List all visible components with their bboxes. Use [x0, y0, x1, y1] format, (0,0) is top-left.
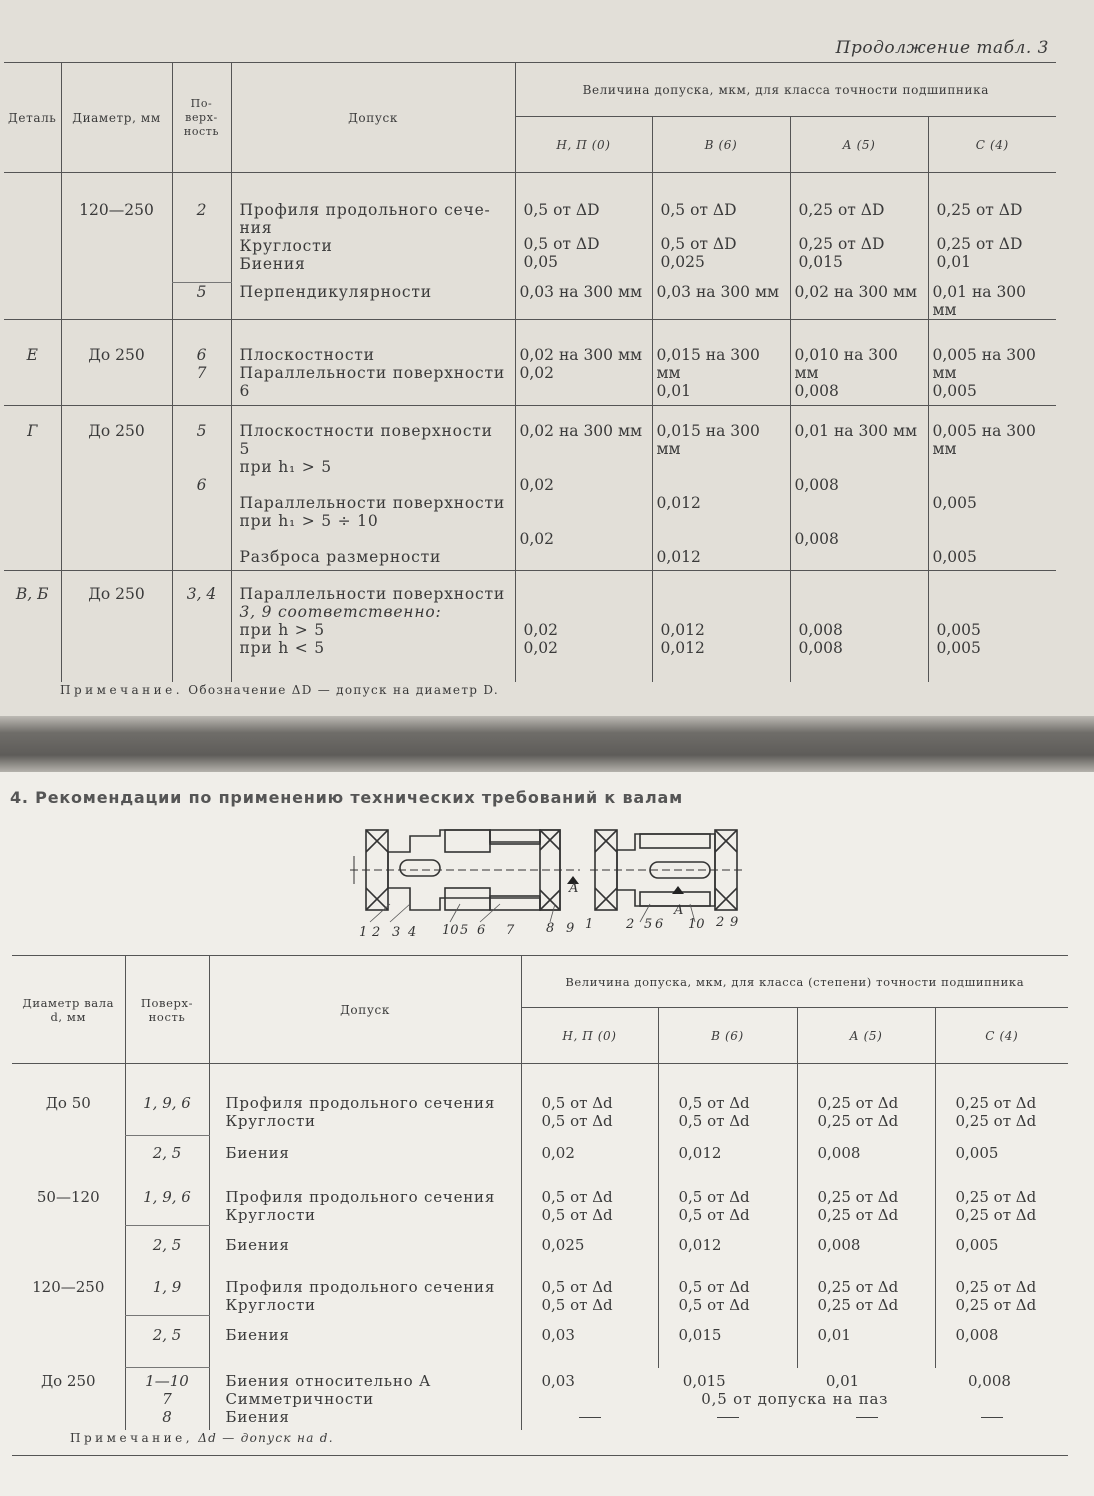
tolerance-line: Круглости [225, 1205, 316, 1224]
value-line: 0,02 [519, 475, 555, 494]
surface-line: 8 [162, 1408, 172, 1426]
tolerance-line: Профиля продольного сечения [225, 1187, 496, 1206]
header-class-6: В (6) [652, 117, 790, 173]
table-3 [4, 62, 1056, 682]
cell-value: 0,015 [658, 1316, 797, 1368]
value-line: 0,25 от Δd [817, 1277, 899, 1296]
header-detail: Деталь [4, 63, 61, 173]
tolerance-line: Профиля продольного сече- [239, 201, 491, 219]
header-tolerance: Допуск [231, 63, 515, 173]
dash [717, 1417, 739, 1418]
value-line: 0,008 [794, 381, 839, 400]
dash-row [522, 1408, 1069, 1426]
value-line: 0,02 [519, 529, 555, 548]
value-line: 0,010 на 300 мм [794, 345, 898, 382]
header-group: Величина допуска, мкм, для класса точности подшипника [515, 63, 1056, 117]
figure-label: A [674, 903, 684, 918]
value-line: 0,02 на 300 мм [519, 345, 643, 364]
value-line: 0,5 от ΔD [523, 201, 600, 219]
cell-value [790, 405, 928, 570]
value-line: 0,5 от Δd [678, 1277, 750, 1296]
dash [856, 1417, 878, 1418]
figure-label: 2 [372, 925, 381, 940]
value-line: 0,02 [523, 638, 559, 657]
value-line: 0,5 от ΔD [660, 201, 737, 219]
cell-value [652, 319, 790, 405]
bottom-rule [12, 1455, 1068, 1456]
cell-values-merged [521, 1368, 1068, 1430]
cell-value [790, 570, 928, 682]
value-line: 0,25 от Δd [955, 1094, 1037, 1112]
tolerance-line: Профиля продольного сечения [225, 1277, 496, 1296]
figure-label: 9 [730, 915, 739, 930]
cell-value [935, 1188, 1068, 1226]
cell-surface: 3, 4 [172, 570, 231, 682]
value-line: 0,25 от Δd [955, 1112, 1037, 1130]
tolerance-line: Плоскостности поверхности 5 [239, 421, 493, 458]
value-line: 0,005 [932, 547, 977, 566]
figure-label: 4 [408, 925, 417, 940]
value-line: 0,005 [936, 620, 981, 639]
cell-value: 0,005 [935, 1136, 1068, 1188]
cell-value: 0,008 [797, 1136, 935, 1188]
header-class-0: Н, П (0) [521, 1008, 658, 1064]
tolerance-line: Симметричности [225, 1389, 374, 1408]
surface-line: 7 [162, 1390, 172, 1408]
cell-value: 0,02 [521, 1136, 658, 1188]
value-line: 0,25 от Δd [817, 1094, 899, 1112]
value-line: 0,015 [798, 253, 843, 271]
cell-surface [172, 405, 231, 570]
cell-value: 0,01 [797, 1316, 935, 1368]
value-line: 0,008 [794, 475, 839, 494]
tolerance-line: Круглости [225, 1295, 316, 1314]
tolerance-line: Параллельности поверхности 6 [239, 363, 506, 400]
cell-value [928, 570, 1056, 682]
cell-diameter: До 250 [61, 319, 172, 405]
cell-value [521, 1278, 658, 1316]
cell-surface [172, 319, 231, 405]
value-line: 0,5 от Δd [541, 1112, 613, 1130]
value-line: 0,01 на 300 мм [794, 421, 918, 440]
figure-label: 6 [477, 923, 486, 938]
value-line: 0,015 на 300 мм [656, 345, 760, 382]
cell-surface: 1, 9, 6 [125, 1064, 209, 1136]
value-line: 0,25 от Δd [955, 1277, 1037, 1296]
value-line: 0,5 от Δd [541, 1187, 613, 1206]
cell-tolerance [231, 405, 515, 570]
value-line: 0,5 от Δd [678, 1112, 750, 1130]
cell-value: 0,03 на 300 мм [652, 283, 790, 320]
cell-tolerance: Биения [209, 1136, 521, 1188]
cell-diameter: До 250 [61, 405, 172, 570]
tolerance-line: Круглости [239, 237, 333, 255]
value-line: 0,25 от ΔD [798, 235, 885, 253]
cell-diameter: До 50 [45, 1094, 91, 1112]
tolerance-line: при h₁ > 5 [239, 457, 332, 476]
cell-value: 0,02 на 300 мм [790, 283, 928, 320]
value-line: 0,5 от Δd [678, 1205, 750, 1224]
figure-label: 6 [655, 917, 664, 932]
value-line: 0,005 на 300 мм [932, 345, 1036, 382]
table-4 [12, 955, 1068, 1430]
value-line: 0,012 [660, 620, 705, 639]
cell-surface: 5 [172, 283, 231, 320]
cell-value [797, 1188, 935, 1226]
figure-label: 2 [626, 917, 635, 932]
value-line: 0,25 от ΔD [936, 235, 1023, 253]
cell-tolerance [231, 319, 515, 405]
value-line: 0,005 [932, 493, 977, 512]
value-line: 0,008 [794, 529, 839, 548]
tolerance-line: при h > 5 [239, 620, 325, 639]
cell-value [652, 405, 790, 570]
tolerance-line: Плоскостности [239, 345, 375, 364]
value-line: 0,5 от Δd [541, 1295, 613, 1314]
note-label: Примечание, [70, 1431, 194, 1445]
cell-diameter: 50—120 [36, 1187, 100, 1206]
value-line: 0,25 от Δd [817, 1187, 899, 1206]
value-line: 0,025 [660, 253, 705, 271]
cell-value: 0,025 [521, 1226, 658, 1278]
value-line: 0,02 [523, 620, 559, 639]
surface-line: 5 [196, 421, 207, 440]
figure-label: 5 [460, 923, 469, 938]
tolerance-line: Биения [239, 255, 306, 273]
cell-detail: Е [4, 319, 61, 405]
shaft-drawing [350, 822, 750, 940]
value-line: 0,25 от Δd [817, 1205, 899, 1224]
cell-value: 0,005 [935, 1226, 1068, 1278]
note-label: Примечание. [60, 683, 184, 697]
value-line: 0,25 от Δd [817, 1295, 899, 1314]
value-line: 0,005 [932, 381, 977, 400]
cell-tolerance [231, 173, 515, 283]
value-line: 0,25 от ΔD [798, 201, 885, 219]
header-diameter: Диаметр вала d, мм [12, 956, 125, 1064]
cell-value [928, 173, 1056, 283]
tolerance-line: ния [239, 219, 273, 237]
value-line: 0,02 [519, 363, 555, 382]
cell-value [790, 319, 928, 405]
note-text: Δd — допуск на d. [198, 1431, 334, 1445]
cell-value: 0,01 на 300 мм [928, 283, 1056, 320]
cell-diameter: До 250 [61, 570, 172, 682]
value-line: 0,01 [656, 381, 692, 400]
tolerance-line: при h < 5 [239, 638, 325, 657]
value-line: 0,25 от Δd [955, 1187, 1037, 1206]
cell-tolerance [209, 1278, 521, 1316]
cell-value [928, 405, 1056, 570]
value-line: 0,01 [936, 253, 972, 271]
tolerance-line: Биения относительно А [225, 1371, 432, 1390]
tolerance-line: 3, 9 соответственно: [239, 602, 442, 621]
figure-label: 7 [506, 923, 515, 938]
value-line: 0,5 от Δd [541, 1094, 613, 1112]
cell-value [935, 1278, 1068, 1316]
cell-surface: 2 [172, 173, 231, 283]
value-line: 0,5 от ΔD [523, 235, 600, 253]
cell-detail: В, Б [15, 584, 49, 603]
value-line: 0,5 от Δd [678, 1295, 750, 1314]
cell-tolerance [209, 1188, 521, 1226]
value-line: 0,5 от Δd [541, 1277, 613, 1296]
value-line: 0,005 на 300 мм [932, 421, 1036, 458]
tolerance-line: Биения [225, 1407, 290, 1426]
cell-value [658, 1278, 797, 1316]
cell-diameter: 120—250 [61, 173, 172, 320]
cell-surface: 1, 9, 6 [125, 1188, 209, 1226]
cell-value [521, 1188, 658, 1226]
page-gap [0, 716, 1094, 772]
figure-label: 10 [442, 923, 459, 938]
cell-tolerance: Биения [209, 1226, 521, 1278]
figure-label: 3 [392, 925, 401, 940]
figure-label: 2 [716, 915, 725, 930]
header-tolerance: Допуск [209, 956, 521, 1064]
header-class-5: А (5) [797, 1008, 935, 1064]
cell-value: 0,012 [658, 1226, 797, 1278]
cell-value [515, 319, 652, 405]
cell-value [658, 1064, 797, 1136]
value-line: 0,05 [523, 253, 559, 271]
figure-label: 8 [546, 921, 555, 936]
value-line: 0,008 [798, 620, 843, 639]
dash [579, 1417, 601, 1418]
cell-value [658, 1188, 797, 1226]
cell-surface [125, 1368, 209, 1430]
figure-label: 9 [566, 921, 575, 936]
values-row [522, 1372, 1069, 1390]
header-diameter: Диаметр, мм [61, 63, 172, 173]
figure-label: 1 [585, 917, 594, 932]
header-class-4: С (4) [935, 1008, 1068, 1064]
cell-value [521, 1064, 658, 1136]
cell-value: 0,008 [797, 1226, 935, 1278]
continued-label: Продолжение табл. 3 [835, 38, 1049, 58]
cell-value [935, 1064, 1068, 1136]
cell-value [515, 173, 652, 283]
tolerance-line: Профиля продольного сечения [225, 1094, 496, 1112]
value-line: 0,01 [825, 1371, 860, 1390]
value-line: 0,5 от ΔD [660, 235, 737, 253]
cell-value: 0,012 [658, 1136, 797, 1188]
cell-surface: 1, 9 [125, 1278, 209, 1316]
cell-value [790, 173, 928, 283]
value-line: 0,008 [968, 1371, 1011, 1390]
header-class-4: С (4) [928, 117, 1056, 173]
cell-tolerance [209, 1368, 521, 1430]
cell-value [652, 570, 790, 682]
value-line: 0,012 [656, 493, 701, 512]
symmetry-value: 0,5 от допуска на паз [701, 1389, 889, 1408]
header-surface: Поверх-ность [125, 956, 209, 1064]
surface-line: 1—10 [145, 1372, 189, 1390]
tolerance-line: Круглости [225, 1112, 316, 1130]
value-line: 0,03 [541, 1371, 575, 1390]
value-line: 0,25 от Δd [955, 1205, 1037, 1224]
cell-detail-empty [4, 173, 61, 320]
cell-value [797, 1064, 935, 1136]
cell-value [515, 405, 652, 570]
header-class-5: А (5) [790, 117, 928, 173]
value-line: 0,25 от Δd [955, 1295, 1037, 1314]
surface-line: 6 [196, 475, 207, 494]
cell-tolerance: Биения [209, 1316, 521, 1368]
header-surface: По-верх-ность [172, 63, 231, 173]
figure-label: 10 [688, 917, 705, 932]
value-line: 0,008 [798, 638, 843, 657]
figure-label: 1 [359, 925, 368, 940]
cell-tolerance: Перпендикулярности [231, 283, 515, 320]
cell-diameter: До 250 [40, 1371, 96, 1390]
value-line: 0,02 на 300 мм [519, 421, 643, 440]
value-line: 0,5 от Δd [541, 1205, 613, 1224]
cell-surface: 2, 5 [125, 1316, 209, 1368]
tolerance-line: Параллельности поверхности [239, 584, 506, 603]
table-3-note [60, 683, 499, 697]
value-line: 0,5 от Δd [678, 1187, 750, 1206]
cell-surface: 2, 5 [125, 1226, 209, 1278]
value-line: 0,012 [656, 547, 701, 566]
cell-detail: Г [4, 405, 61, 570]
surface-line: 6 [196, 345, 207, 364]
value-line: 0,005 [936, 638, 981, 657]
tolerance-line: при h₁ > 5 ÷ 10 [239, 511, 379, 530]
cell-value: 0,03 на 300 мм [515, 283, 652, 320]
value-line: 0,5 от Δd [678, 1094, 750, 1112]
cell-value: 0,03 [521, 1316, 658, 1368]
dash [981, 1417, 1003, 1418]
cell-value [797, 1278, 935, 1316]
note-text: Обозначение ΔD — допуск на диаметр D. [188, 683, 499, 697]
cell-value [928, 319, 1056, 405]
cell-tolerance [231, 570, 515, 682]
tolerance-line: Разброса размерности [239, 547, 442, 566]
cell-diameter: 120—250 [32, 1277, 105, 1296]
cell-value [515, 570, 652, 682]
value-line: 0,012 [660, 638, 705, 657]
value-line: 0,25 от ΔD [936, 201, 1023, 219]
value-line: 0,015 [682, 1371, 726, 1390]
section-title: 4. Рекомендации по применению технических требований к валам [10, 788, 683, 807]
surface-line: 7 [196, 363, 207, 382]
value-line: 0,25 от Δd [817, 1112, 899, 1130]
cell-value: 0,008 [935, 1316, 1068, 1368]
tolerance-line: Параллельности поверхности [239, 493, 506, 512]
header-group: Величина допуска, мкм, для класса (степени) точности подшипника [521, 956, 1068, 1008]
cell-value [652, 173, 790, 283]
figure-label: A [569, 881, 579, 896]
header-class-6: В (6) [658, 1008, 797, 1064]
table-4-note [70, 1431, 334, 1445]
cell-surface: 2, 5 [125, 1136, 209, 1188]
header-class-0: Н, П (0) [515, 117, 652, 173]
cell-tolerance [209, 1064, 521, 1136]
value-line: 0,015 на 300 мм [656, 421, 760, 458]
figure-label: 5 [644, 917, 653, 932]
